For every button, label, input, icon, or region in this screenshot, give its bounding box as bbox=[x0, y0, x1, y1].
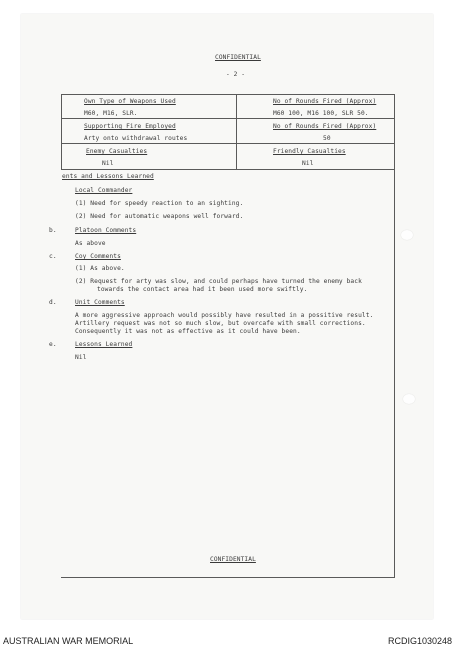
unit-comments-line-1: A more aggressive approach would possibly have resulted in a possitive result. bbox=[75, 312, 374, 319]
section-bottom-border bbox=[61, 577, 395, 578]
support-rounds-label: No of Rounds Fired (Approx) bbox=[273, 123, 377, 130]
footer-classification: CONFIDENTIAL bbox=[210, 556, 256, 563]
local-commander-label: Local Commander bbox=[75, 187, 133, 194]
enemy-casualties-value: Nil bbox=[102, 160, 114, 167]
unit-comments-line-3: Consequently it was not as effective as it could have been. bbox=[75, 328, 301, 335]
local-commander-item-2: (2) Need for automatic weapons well forward. bbox=[75, 213, 244, 220]
unit-comments-line-2: Artillery request was not so much slow, but overcafe with small corrections. bbox=[75, 320, 366, 327]
support-fire-value: Arty onto withdrawal routes bbox=[84, 135, 188, 142]
table-right-border bbox=[394, 94, 395, 577]
archive-reference: RCDIG1030248 bbox=[387, 636, 452, 646]
table-row-divider bbox=[61, 118, 395, 119]
own-weapons-value: M60, M16, SLR. bbox=[84, 110, 138, 117]
local-commander-item-1: (1) Need for speedy reaction to an sighting. bbox=[75, 200, 244, 207]
punch-hole bbox=[403, 394, 415, 404]
lessons-learned-text: Nil bbox=[75, 354, 87, 361]
coy-comments-letter: c. bbox=[49, 253, 57, 260]
platoon-comments-text: As above bbox=[75, 240, 106, 247]
table-center-divider bbox=[236, 94, 237, 169]
table-top-border bbox=[61, 94, 395, 95]
lessons-heading: ents and Lessons Learned bbox=[62, 173, 154, 180]
platoon-comments-letter: b. bbox=[49, 227, 57, 234]
enemy-casualties-label: Enemy Casualties bbox=[86, 148, 148, 155]
archive-credit: AUSTRALIAN WAR MEMORIAL bbox=[3, 636, 134, 646]
coy-comments-item-2: (2) Request for arty was slow, and could perhaps have turned the enemy back bbox=[75, 278, 362, 285]
friendly-casualties-label: Friendly Casualties bbox=[273, 148, 346, 155]
support-rounds-value: 50 bbox=[323, 135, 331, 142]
coy-comments-item-1: (1) As above. bbox=[75, 265, 125, 272]
table-row-divider bbox=[61, 143, 395, 144]
header-classification: CONFIDENTIAL bbox=[215, 54, 261, 61]
friendly-casualties-value: Nil bbox=[302, 160, 314, 167]
page-number: - 2 - bbox=[226, 71, 246, 78]
lessons-learned-label: Lessons Learned bbox=[75, 341, 133, 348]
table-left-border bbox=[61, 94, 62, 169]
table-bottom-border bbox=[61, 169, 395, 170]
unit-comments-letter: d. bbox=[49, 299, 57, 306]
lessons-learned-letter: e. bbox=[49, 341, 57, 348]
punch-hole bbox=[401, 230, 413, 240]
rounds-fired-label: No of Rounds Fired (Approx) bbox=[273, 98, 377, 105]
rounds-fired-value: M60 100, M16 100, SLR 50. bbox=[273, 110, 369, 117]
coy-comments-item-2-cont: towards the contact area had it been used more swiftly. bbox=[97, 286, 308, 293]
unit-comments-label: Unit Comments bbox=[75, 299, 125, 306]
platoon-comments-label: Platoon Comments bbox=[75, 227, 137, 234]
support-fire-label: Supporting Fire Employed bbox=[84, 123, 176, 130]
own-weapons-label: Own Type of Weapons Used bbox=[84, 98, 176, 105]
coy-comments-label: Coy Comments bbox=[75, 253, 121, 260]
